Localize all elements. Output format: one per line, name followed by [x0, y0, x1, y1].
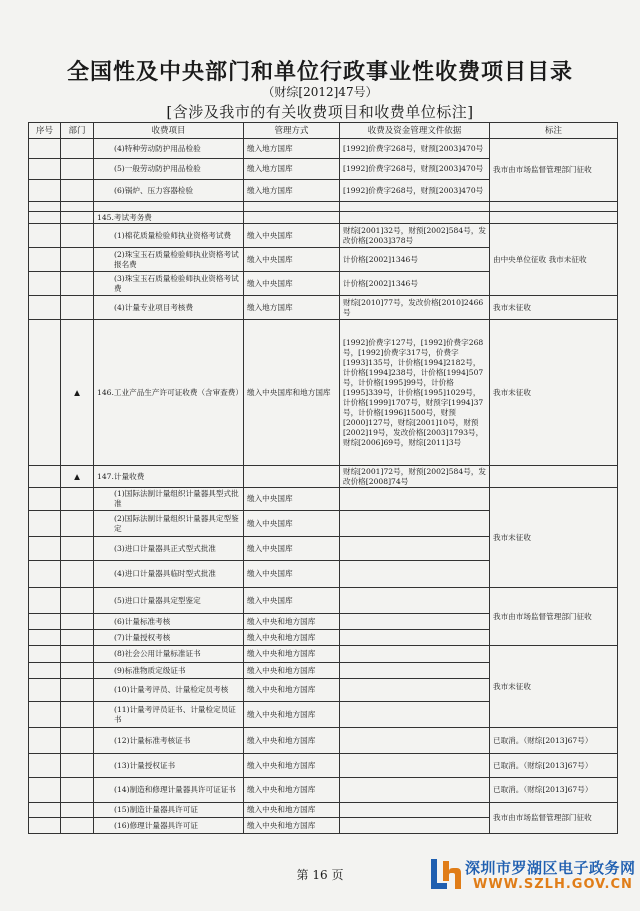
fee-item-cell: (2)珠宝玉石质量检验师执业资格考试报名费	[94, 248, 244, 272]
method-cell: 缴入中央国库	[244, 272, 340, 296]
header-fee-item: 收费项目	[94, 123, 244, 139]
table-row	[29, 224, 618, 248]
basis-cell: 财综[2001]72号，财预[2002]584号，发改价格[2008]74号	[340, 466, 490, 488]
table-row	[29, 139, 618, 159]
basis-cell: 财综[2010]77号，发改价格[2010]2466号	[340, 296, 490, 320]
triangle-marker-icon: ▲	[61, 320, 94, 466]
dept-cell	[61, 180, 94, 202]
method-cell: 缴入地方国库	[244, 159, 340, 180]
fee-item-cell: (1)棉花质量检验师执业资格考试费	[94, 224, 244, 248]
fee-item-cell: (14)制造和修理计量器具许可证证书	[94, 778, 244, 803]
index-cell	[29, 159, 61, 180]
fee-item-cell: (6)计量标准考核	[94, 614, 244, 630]
method-cell: 缴入中央和地方国库	[244, 728, 340, 754]
table-row	[29, 212, 618, 224]
basis-cell: [1992]价费字268号，财预[2003]470号	[340, 139, 490, 159]
basis-cell	[340, 754, 490, 778]
table-row	[29, 588, 618, 614]
method-cell: 缴入中央和地方国库	[244, 754, 340, 778]
basis-cell	[340, 537, 490, 561]
watermark-site-name: 深圳市罗湖区电子政务网	[465, 859, 636, 877]
page-number: 第 16 页	[296, 868, 344, 882]
method-cell: 缴入中央和地方国库	[244, 818, 340, 834]
method-cell: 缴入中央和地方国库	[244, 679, 340, 702]
basis-cell	[340, 630, 490, 646]
fee-item-cell: (4)特种劳动防护用品检验	[94, 139, 244, 159]
method-cell: 缴入中央国库	[244, 248, 340, 272]
note-cell: 我市由市场监督管理部门征收	[490, 803, 618, 834]
basis-cell: [1992]价费字127号，[1992]价费字268号，[1992]价费字317号，价费字[1993]135号，计价格[1994]2182号，计价格[1994]238号，计价格[1994]507号，计价格[1995]99号，计价格[1995]339号，计价格[1995]1029号，计价格[1999]1707号，财预字[1994]37号，计价格[1996]1500号，财预[2000]127号，财综[2001]10号，财预[2002]19号，发改价格[2003]1793号，财综[2006]69号，财综[2011]3号	[340, 320, 490, 466]
basis-cell: 财综[2001]32号，财预[2002]584号，发改价格[2003]378号	[340, 224, 490, 248]
note-cell: 我市未征收	[490, 320, 618, 466]
watermark	[425, 853, 635, 899]
method-cell: 缴入中央和地方国库	[244, 803, 340, 818]
method-cell: 缴入中央国库	[244, 537, 340, 561]
table-row	[29, 488, 618, 511]
dept-cell	[61, 139, 94, 159]
note-cell: 已取消。（财综[2013]67号）	[490, 728, 618, 754]
method-cell: 缴入中央国库	[244, 561, 340, 588]
table-row	[29, 646, 618, 663]
fee-item-cell: (3)进口计量器具正式型式批准	[94, 537, 244, 561]
basis-cell	[340, 728, 490, 754]
fee-item-cell: 145.考试考务费	[94, 212, 244, 224]
header-index: 序号	[29, 123, 61, 139]
fee-item-cell: (5)一般劳动防护用品检验	[94, 159, 244, 180]
method-cell: 缴入中央和地方国库	[244, 663, 340, 679]
fee-item-cell: (5)进口计量器具定型鉴定	[94, 588, 244, 614]
basis-cell	[340, 511, 490, 537]
fee-table	[28, 122, 618, 834]
fee-item-cell: (8)社会公用计量标准证书	[94, 646, 244, 663]
lh-logo-icon	[425, 855, 463, 893]
fee-item-cell: (13)计量授权证书	[94, 754, 244, 778]
index-cell	[29, 180, 61, 202]
note-cell: 我市未征收	[490, 646, 618, 728]
header-management-method: 管理方式	[244, 123, 340, 139]
table-row	[29, 296, 618, 320]
note-cell: 我市由市场监督管理部门征收	[490, 139, 618, 202]
fee-item-cell: (3)珠宝玉石质量检验师执业资格考试费	[94, 272, 244, 296]
method-cell: 缴入中央和地方国库	[244, 778, 340, 803]
method-cell: 缴入中央国库	[244, 588, 340, 614]
header-basis: 收费及资金管理文件依据	[340, 123, 490, 139]
method-cell: 缴入中央和地方国库	[244, 702, 340, 728]
page-subtitle: [含涉及我市的有关收费项目和收费单位标注]	[166, 103, 474, 121]
note-cell: 我市由市场监督管理部门征收	[490, 588, 618, 646]
fee-item-cell: (16)修理计量器具许可证	[94, 818, 244, 834]
note-cell: 由中央单位征收 我市未征收	[490, 224, 618, 296]
method-cell: 缴入中央国库	[244, 488, 340, 511]
table-row	[29, 466, 618, 488]
note-cell: 我市未征收	[490, 296, 618, 320]
fee-item-cell: (9)标准物质定级证书	[94, 663, 244, 679]
page-title: 全国性及中央部门和单位行政事业性收费项目目录	[66, 60, 573, 85]
fee-item-cell: 147.计量收费	[94, 466, 244, 488]
basis-cell: 计价格[2002]1346号	[340, 272, 490, 296]
method-cell	[244, 466, 340, 488]
method-cell: 缴入地方国库	[244, 139, 340, 159]
table-header-row	[29, 123, 618, 139]
note-cell: 我市未征收	[490, 488, 618, 588]
fee-item-cell: 146.工业产品生产许可证收费（含审查费）	[94, 320, 244, 466]
fee-item-cell: (11)计量考评员证书、计量检定员证书	[94, 702, 244, 728]
watermark-url: WWW.SZLH.GOV.CN	[473, 877, 633, 892]
dept-cell	[61, 159, 94, 180]
fee-item-cell: (4)计量专业项目考核费	[94, 296, 244, 320]
basis-cell	[340, 614, 490, 630]
header-note: 标注	[490, 123, 618, 139]
basis-cell: [1992]价费字268号，财预[2003]470号	[340, 180, 490, 202]
basis-cell	[340, 646, 490, 663]
fee-item-cell: (2)国际法制计量组织计量器具定型鉴定	[94, 511, 244, 537]
basis-cell	[340, 702, 490, 728]
note-cell: 已取消。（财综[2013]67号）	[490, 778, 618, 803]
basis-cell	[340, 803, 490, 818]
triangle-marker-icon: ▲	[61, 466, 94, 488]
method-cell: 缴入中央和地方国库	[244, 614, 340, 630]
method-cell: 缴入中央国库和地方国库	[244, 320, 340, 466]
fee-item-cell: (10)计量考评员、计量检定员考核	[94, 679, 244, 702]
table-row	[29, 754, 618, 778]
method-cell: 缴入中央国库	[244, 511, 340, 537]
basis-cell: [1992]价费字268号，财预[2003]470号	[340, 159, 490, 180]
basis-cell: 计价格[2002]1346号	[340, 248, 490, 272]
document-reference: （财综[2012]47号）	[262, 85, 378, 99]
table-row	[29, 778, 618, 803]
method-cell: 缴入中央和地方国库	[244, 630, 340, 646]
table-row	[29, 320, 618, 466]
basis-cell	[340, 778, 490, 803]
method-cell: 缴入中央国库	[244, 224, 340, 248]
basis-cell	[340, 561, 490, 588]
basis-cell	[340, 818, 490, 834]
method-cell: 缴入地方国库	[244, 296, 340, 320]
table-row	[29, 728, 618, 754]
basis-cell	[340, 663, 490, 679]
note-cell: 已取消。（财综[2013]67号）	[490, 754, 618, 778]
method-cell: 缴入地方国库	[244, 180, 340, 202]
basis-cell	[340, 679, 490, 702]
table-row	[29, 803, 618, 818]
fee-item-cell: (6)锅炉、压力容器检验	[94, 180, 244, 202]
basis-cell	[340, 488, 490, 511]
fee-item-cell: (4)进口计量器具临时型式批准	[94, 561, 244, 588]
header-department: 部门	[61, 123, 94, 139]
method-cell: 缴入中央和地方国库	[244, 646, 340, 663]
basis-cell	[340, 588, 490, 614]
table-row	[29, 202, 618, 212]
fee-item-cell: (12)计量标准考核证书	[94, 728, 244, 754]
fee-item-cell: (1)国际法制计量组织计量器具型式批准	[94, 488, 244, 511]
fee-item-cell: (7)计量授权考核	[94, 630, 244, 646]
fee-item-cell: (15)制造计量器具许可证	[94, 803, 244, 818]
index-cell	[29, 139, 61, 159]
